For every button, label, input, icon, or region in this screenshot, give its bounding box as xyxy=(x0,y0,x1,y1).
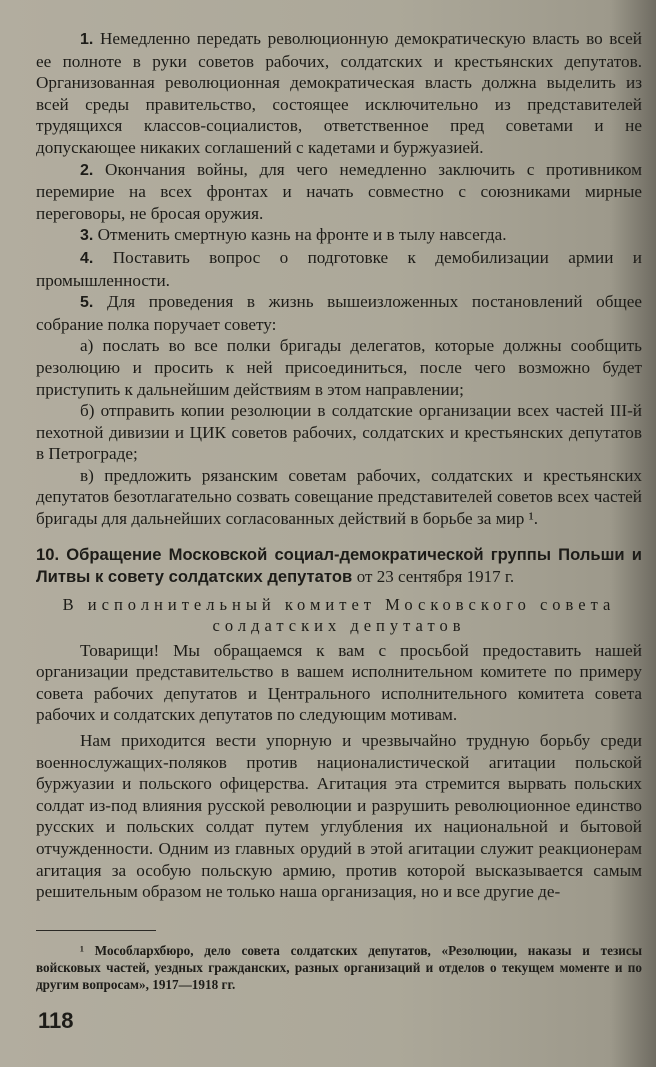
heading-title: 10. Обращение Московской социал-демократической группы Польши и Литвы к совету солдатских депутатов xyxy=(36,544,642,586)
resolution-point-4 xyxy=(36,247,642,291)
subpoint-v: в) предложить рязанским советам рабочих, солдатских и крестьянских депутатов безотлагательно созвать совещание представителей советов всех частей бригады для дальнейших согласованных действий в борьбе за мир ¹. xyxy=(36,465,642,529)
footnote: ¹ Мособлархбюро, дело совета солдатских депутатов, «Резолюции, наказы и тезисы войсковых частей, уездных гражданских, разных организаций и отделов о текущем моменте и по другим вопросам», 1917—1918 гг. xyxy=(36,943,642,992)
document-heading xyxy=(36,544,642,588)
addressee: В исполнительный комитет Московского совета солдатских депутатов xyxy=(62,594,616,635)
body-paragraph-2: Нам приходится вести упорную и чрезвычайно трудную борьбу среди военнослужащих-поляков против националистической агитации польской буржуазии и польского офицерства. Агитация эта стремится вырвать польских солдат из-под влияния русской революции и разрушить революционное единство русских и польских солдат путем углубления их национальной и бытовой отчужденности. Одним из главных орудий в этой агитации служит реакционерам агитация за особую польскую армию, против которой высказывается самым решительным образом не только наша организация, но и все другие де- xyxy=(36,731,642,902)
point-text: Немедленно передать революционную демократическую власть во всей ее полноте в руки советов рабочих, солдатских и крестьянских депутатов. Организованная революционная демократическая власть должна выделить из всей среды правительство, состоящее исключительно из представителей трудящихся классов-социалистов, ответственное пред советами и не допускающее никаких соглашений с кадетами и буржуазией. xyxy=(36,29,642,157)
footnote-divider xyxy=(36,930,156,931)
body-paragraph-1: Товарищи! Мы обращаемся к вам с просьбой предоставить нашей организации представительство в вашем исполнительном комитете по примеру совета рабочих депутатов и Центрального исполнительного комитета совета рабочих и солдатских депутатов по следующим мотивам. xyxy=(36,640,642,725)
point-number: 3. xyxy=(80,227,94,245)
subpoint-a: а) послать во все полки бригады делегатов, которые должны сообщить резолюцию и просить к ней присоединиться, после чего возможно будет приступить к дальнейшим действиям в этом направлении; xyxy=(36,336,642,399)
point-number: 1. xyxy=(80,31,94,48)
subpoint-b: б) отправить копии резолюции в солдатские организации всех частей III-й пехотной дивизии и ЦИК советов рабочих, солдатских и крестьянских депутатов в Петрограде; xyxy=(36,401,642,464)
point-text: Окончания войны, для чего немедленно заключить с противником перемирие на всех фронтах и начать совместно с союзниками мирные переговоры, не бросая оружия. xyxy=(36,159,643,223)
point-number: 5. xyxy=(80,294,94,312)
page-content xyxy=(36,28,642,903)
point-text: Отменить смертную казнь на фронте и в тылу навсегда. xyxy=(97,225,507,245)
resolution-point-2 xyxy=(36,159,642,225)
resolution-point-3 xyxy=(36,224,642,247)
page-number: 118 xyxy=(38,1008,74,1033)
point-number: 2. xyxy=(80,161,94,179)
point-text: Поставить вопрос о подготовке к демобилизации армии и промышленности. xyxy=(36,247,643,290)
point-number: 4. xyxy=(80,249,94,267)
resolution-point-1 xyxy=(36,28,642,159)
resolution-point-5 xyxy=(36,291,642,335)
point-text: Для проведения в жизнь вышеизложенных постановлений общее собрание полка поручает совету: xyxy=(36,292,642,334)
heading-date: от 23 сентября 1917 г. xyxy=(356,566,515,586)
